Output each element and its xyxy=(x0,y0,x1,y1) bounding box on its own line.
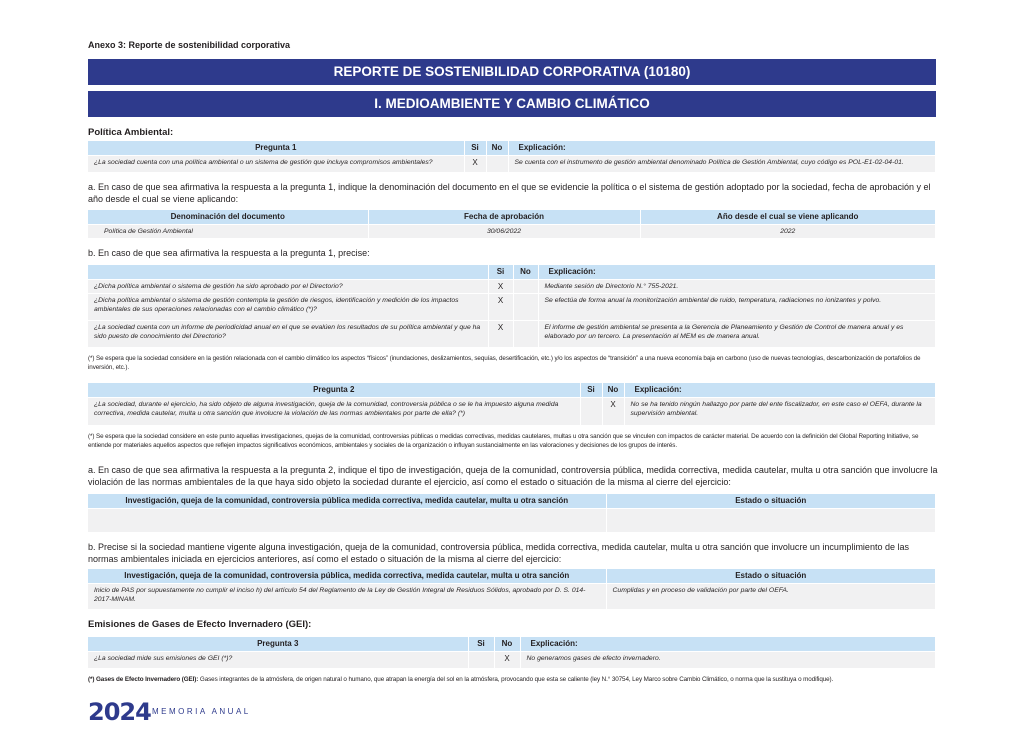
year-applied-header: Año desde el cual se viene aplicando xyxy=(640,210,936,224)
table-row xyxy=(88,224,936,238)
no-header: No xyxy=(486,141,508,155)
policy-heading: Política Ambiental: xyxy=(88,127,174,138)
si-header: Si xyxy=(580,383,602,397)
question-3-table xyxy=(88,637,936,668)
table-header-row xyxy=(88,383,936,397)
document-name-header: Denominación del documento xyxy=(88,210,368,224)
question-header: Pregunta 3 xyxy=(88,637,468,651)
year-applied: 2022 xyxy=(640,224,936,238)
question-text: ¿Dicha política ambiental o sistema de gestión contempla la gestión de riesgos, identificación y medición de los impactos ambientales de sus operaciones relacionadas con el cambio climático (*)? xyxy=(88,293,488,320)
explanation-header: Explicación: xyxy=(520,637,936,651)
explanation-header: Explicación: xyxy=(538,265,936,279)
investigation-cell xyxy=(88,508,606,532)
table-header-row xyxy=(88,141,936,155)
footnote-gei xyxy=(88,675,938,684)
policy-details-table xyxy=(88,265,936,347)
footnote-gei-term: (*) Gases de Efecto Invernadero (GEI): xyxy=(88,676,199,683)
paragraph-a1: a. En caso de que sea afirmativa la respuesta a la pregunta 1, indique la denominación del documento en el que se evidencie la política o el sistema de gestión adoptado por la sociedad, fecha de aprobación y el año desde el cual se viene aplicando: xyxy=(88,182,931,204)
no-mark xyxy=(513,279,538,293)
paragraph-a2: a. En caso de que sea afirmativa la respuesta a la pregunta 2, indique el tipo de investigación, queja de la comunidad, controversia pública, medida correctiva, medida cautelar, multa u otra sanción que involucre la violación de las normas ambientales de la que haya sido objeto la sociedad durante el ejercicio, así como el estado o situación de la misma al cierre del ejercicio: xyxy=(88,465,938,487)
no-mark xyxy=(513,320,538,347)
investigation-cell: Inicio de PAS por supuestamente no cumplir el inciso h) del artículo 54 del Reglamento de la Ley de Gestión Integral de Residuos Sólidos, aprobado por D. S. 014-2017-MINAM. xyxy=(88,583,606,609)
question-header xyxy=(88,265,488,279)
table-row xyxy=(88,397,936,425)
question-text: ¿La sociedad mide sus emisiones de GEI (*)? xyxy=(88,651,468,668)
table-row xyxy=(88,651,936,668)
paragraph-b2: b. Precise si la sociedad mantiene vigente alguna investigación, queja de la comunidad, controversia pública, medida correctiva, medida cautelar, multa u otra sanción que involucre un incumplimiento de las normas ambientales iniciada en ejercicios anteriores, así como el estado o situación de la misma al cierre del ejercicio: xyxy=(88,542,909,564)
si-mark xyxy=(468,651,494,668)
table-row xyxy=(88,155,936,172)
investigations-table xyxy=(88,494,936,532)
status-header: Estado o situación xyxy=(606,494,936,508)
question-text: ¿Dicha política ambiental o sistema de gestión ha sido aprobado por el Directorio? xyxy=(88,279,488,293)
approval-date-header: Fecha de aprobación xyxy=(368,210,640,224)
explanation-header: Explicación: xyxy=(624,383,936,397)
si-header: Si xyxy=(488,265,513,279)
explanation-text: Mediante sesión de Directorio N.° 755-2021. xyxy=(538,279,936,293)
si-header: Si xyxy=(464,141,486,155)
question-header: Pregunta 2 xyxy=(88,383,580,397)
investigation-header: Investigación, queja de la comunidad, controversia pública, medida correctiva, medida cautelar, multa u otra sanción xyxy=(88,569,606,583)
no-mark: X xyxy=(494,651,520,668)
no-header: No xyxy=(602,383,624,397)
table-row xyxy=(88,279,936,293)
explanation-text: No se ha tenido ningún hallazgo por parte del ente fiscalizador, en este caso el OEFA, durante la supervisión ambiental. xyxy=(624,397,936,425)
explanation-header: Explicación: xyxy=(508,141,936,155)
status-cell: Cumplidas y en proceso de validación por parte del OEFA. xyxy=(606,583,936,609)
si-mark: X xyxy=(488,320,513,347)
report-title-banner: REPORTE DE SOSTENIBILIDAD CORPORATIVA (10180) xyxy=(88,59,936,85)
status-cell xyxy=(606,508,936,532)
footnote-gei-text: Gases integrantes de la atmósfera, de origen natural o humano, que atrapan la energía del sol en la atmósfera, provocando que esta se caliente (ley N.° 30754, Ley Marco sobre Cambio Climático, o norma que la sustituya o modifique). xyxy=(198,676,834,683)
explanation-text: El informe de gestión ambiental se presenta a la Gerencia de Planeamiento y Gestión de Control de manera anual y es elaborado por un tercero. La presentación al MEM es de manera anual. xyxy=(538,320,936,347)
si-mark: X xyxy=(488,293,513,320)
no-header: No xyxy=(494,637,520,651)
table-header-row xyxy=(88,494,936,508)
question-1-table xyxy=(88,141,936,172)
annex-title: Anexo 3: Reporte de sostenibilidad corporativa xyxy=(88,40,291,50)
prior-investigations-table xyxy=(88,569,936,609)
paragraph-b1: b. En caso de que sea afirmativa la respuesta a la pregunta 1, precise: xyxy=(88,248,370,258)
no-mark: X xyxy=(602,397,624,425)
table-row xyxy=(88,320,936,347)
section-title-banner: I. MEDIOAMBIENTE Y CAMBIO CLIMÁTICO xyxy=(88,91,936,117)
si-mark: X xyxy=(488,279,513,293)
explanation-text: Se efectúa de forma anual la monitorización ambiental de ruido, temperatura, radiaciones no ionizantes y polvo. xyxy=(538,293,936,320)
footer-label: MEMORIA ANUAL xyxy=(152,707,251,716)
table-header-row xyxy=(88,569,936,583)
no-header: No xyxy=(513,265,538,279)
table-row xyxy=(88,508,936,532)
document-table xyxy=(88,210,936,238)
table-header-row xyxy=(88,637,936,651)
gei-heading: Emisiones de Gases de Efecto Invernadero (GEI): xyxy=(88,619,312,630)
table-header-row xyxy=(88,210,936,224)
question-text: ¿La sociedad, durante el ejercicio, ha sido objeto de alguna investigación, queja de la comunidad, controversia pública o se le ha impuesto alguna medida correctiva, medida cautelar, multa u otra sanción que involucre la violación de las normas ambientales por parte de ella? (*) xyxy=(88,397,580,425)
si-mark xyxy=(580,397,602,425)
si-header: Si xyxy=(468,637,494,651)
status-header: Estado o situación xyxy=(606,569,936,583)
question-header: Pregunta 1 xyxy=(88,141,464,155)
question-2-table xyxy=(88,383,936,425)
footer-year-logo: 2024 xyxy=(88,698,151,726)
no-mark xyxy=(513,293,538,320)
question-text: ¿La sociedad cuenta con una política ambiental o un sistema de gestión que incluya compromisos ambientales? xyxy=(88,155,464,172)
explanation-text: Se cuenta con el instrumento de gestión ambiental denominado Política de Gestión Ambiental, cuyo código es POL-E1-02-04-01. xyxy=(508,155,936,172)
question-text: ¿La sociedad cuenta con un informe de periodicidad anual en el que se evalúen los resultados de su política ambiental y que ha sido puesto de conocimiento del Directorio? xyxy=(88,320,488,347)
footnote-material: (*) Se espera que la sociedad considere en este punto aquellas investigaciones, quejas de la comunidad, controversias públicas o medidas correctivas, medidas cautelares, multas u otra sanción que se vinculen con impactos de carácter material. De acuerdo con la definición del Global Reporting Initiative, se entiende por materiales aquellos aspectos que reflejen impactos significativos económicos, ambientales y sociales de la organización o influyan sustancialmente en las valoraciones y decisiones de los grupos de interés. xyxy=(88,433,919,449)
table-row xyxy=(88,293,936,320)
footnote-climate: (*) Se espera que la sociedad considere en la gestión relacionada con el cambio climático los aspectos “físicos” (inundaciones, deslizamientos, sequías, desertificación, etc.) y/o los aspectos de “transición” a una nueva economía baja en carbono (uso de nuevas tecnologías, descarbonización de portafolios de inversión, etc.). xyxy=(88,355,921,371)
no-mark xyxy=(486,155,508,172)
approval-date: 30/06/2022 xyxy=(368,224,640,238)
investigation-header: Investigación, queja de la comunidad, controversia pública medida correctiva, medida cautelar, multa u otra sanción xyxy=(88,494,606,508)
explanation-text: No generamos gases de efecto invernadero. xyxy=(520,651,936,668)
document-name: Política de Gestión Ambiental xyxy=(88,224,368,238)
table-header-row xyxy=(88,265,936,279)
table-row xyxy=(88,583,936,609)
si-mark: X xyxy=(464,155,486,172)
